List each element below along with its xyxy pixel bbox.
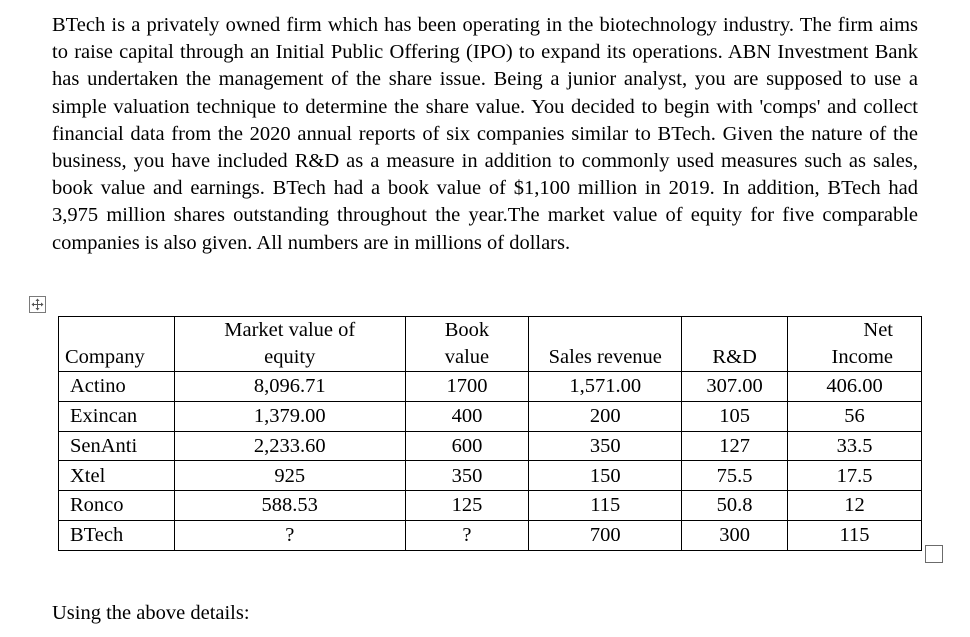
cell-market-value: 8,096.71 (174, 372, 405, 402)
cell-net-income: 33.5 (788, 431, 922, 461)
cell-market-value: ? (174, 520, 405, 550)
cell-book-value: 1700 (405, 372, 529, 402)
cell-sales-revenue: 700 (529, 520, 682, 550)
table-row (59, 461, 922, 491)
cell-book-value: 125 (405, 491, 529, 521)
cell-company: SenAnti (59, 431, 175, 461)
header-sales-revenue: Sales revenue (529, 317, 682, 372)
cell-book-value: 400 (405, 401, 529, 431)
cell-book-value: ? (405, 520, 529, 550)
header-rnd: R&D (682, 317, 788, 372)
cell-rnd: 105 (682, 401, 788, 431)
header-company: Company (59, 317, 175, 372)
footer-prompt: Using the above details: (52, 602, 250, 624)
table-header-row (59, 317, 922, 372)
cell-company: Ronco (59, 491, 175, 521)
cell-rnd: 50.8 (682, 491, 788, 521)
cell-market-value: 2,233.60 (174, 431, 405, 461)
cell-book-value: 350 (405, 461, 529, 491)
cell-sales-revenue: 200 (529, 401, 682, 431)
cell-net-income: 56 (788, 401, 922, 431)
cell-market-value: 1,379.00 (174, 401, 405, 431)
cell-book-value: 600 (405, 431, 529, 461)
cell-net-income: 12 (788, 491, 922, 521)
cell-net-income: 115 (788, 520, 922, 550)
header-market-value: Market value of equity (174, 317, 405, 372)
cell-rnd: 300 (682, 520, 788, 550)
table-move-handle-icon[interactable] (29, 296, 46, 313)
table-row (59, 431, 922, 461)
cell-sales-revenue: 115 (529, 491, 682, 521)
intro-paragraph: BTech is a privately owned firm which has been operating in the biotechnology industry. The firm aims to raise capital through an Initial Public Offering (IPO) to expand its operations. ABN Investment Bank has undertaken the management of the share issue. Being a junior analyst, you are supposed to use a simple valuation technique to determine the share value. You decided to begin with 'comps' and collect financial data from the 2020 annual reports of six companies similar to BTech. Given the nature of the business, you have included R&D as a measure in addition to commonly used measures such as sales, book value and earnings. BTech had a book value of $1,100 million in 2019. In addition, BTech had 3,975 million shares outstanding throughout the year.The market value of equity for five comparable companies is also given. All numbers are in millions of dollars. (52, 14, 918, 254)
cell-company: Xtel (59, 461, 175, 491)
table-resize-handle-icon[interactable] (925, 545, 943, 563)
cell-market-value: 588.53 (174, 491, 405, 521)
cell-market-value: 925 (174, 461, 405, 491)
table-row (59, 491, 922, 521)
four-arrows-icon (31, 298, 44, 311)
cell-rnd: 307.00 (682, 372, 788, 402)
table-row (59, 401, 922, 431)
cell-sales-revenue: 1,571.00 (529, 372, 682, 402)
cell-rnd: 127 (682, 431, 788, 461)
header-book-value: Book value (405, 317, 529, 372)
cell-company: BTech (59, 520, 175, 550)
header-net-income: Net Income (788, 317, 922, 372)
cell-net-income: 406.00 (788, 372, 922, 402)
cell-rnd: 75.5 (682, 461, 788, 491)
cell-company: Actino (59, 372, 175, 402)
cell-sales-revenue: 150 (529, 461, 682, 491)
financial-data-table (58, 316, 922, 551)
cell-net-income: 17.5 (788, 461, 922, 491)
cell-sales-revenue: 350 (529, 431, 682, 461)
table-row (59, 520, 922, 550)
cell-company: Exincan (59, 401, 175, 431)
table-row (59, 372, 922, 402)
